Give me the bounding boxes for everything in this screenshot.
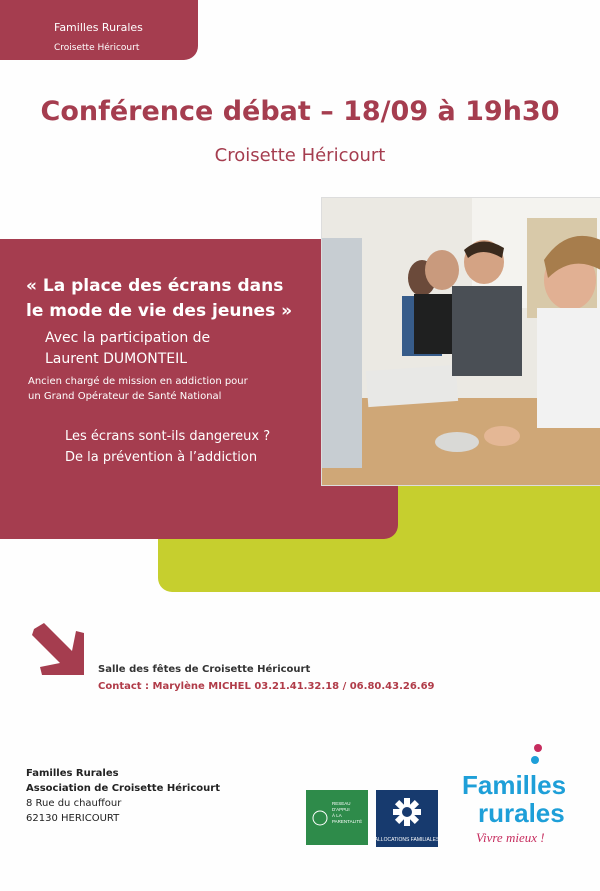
address-city: 62130 HERICOURT	[26, 813, 120, 824]
speaker-role-line2: un Grand Opérateur de Santé National	[28, 391, 222, 402]
participation-line1: Avec la participation de	[45, 330, 211, 346]
fr-word2: rurales	[478, 798, 565, 828]
question-2: De la prévention à l’addiction	[65, 450, 258, 465]
header-tab	[0, 0, 198, 60]
venue: Salle des fêtes de Croisette Héricourt	[98, 664, 311, 675]
students-photo	[321, 197, 600, 486]
address-block	[26, 766, 220, 826]
header-place: Croisette Héricourt	[54, 43, 140, 53]
page-title: Conférence débat – 18/09 à 19h30	[40, 96, 560, 127]
reseau-word2: D'APPUI	[332, 807, 350, 812]
speaker-role-line1: Ancien chargé de mission en addiction pour	[28, 376, 248, 387]
talk-title-line1: « La place des écrans dans	[26, 276, 284, 296]
arrow-icon	[30, 621, 86, 677]
caf-text: ALLOCATIONS FAMILIALES	[376, 837, 438, 843]
header-org: Familles Rurales	[54, 21, 143, 34]
address-association: Association de Croisette Héricourt	[26, 783, 220, 794]
page-subtitle: Croisette Héricourt	[214, 145, 386, 166]
contact: Contact : Marylène MICHEL 03.21.41.32.18 / 06.80.43.26.69	[98, 681, 435, 692]
speaker-name: Laurent DUMONTEIL	[45, 351, 188, 367]
reseau-word4: PARENTALITÉ	[332, 819, 363, 824]
fr-word1: Familles	[462, 770, 567, 800]
familles-rurales-logo	[460, 742, 600, 852]
reseau-word3: À LA	[332, 813, 342, 818]
talk-title	[26, 274, 316, 324]
question-1: Les écrans sont-ils dangereux ?	[65, 429, 271, 444]
talk-title-line2: le mode de vie des jeunes »	[26, 301, 293, 321]
fr-slogan: Vivre mieux !	[476, 830, 545, 845]
address-org: Familles Rurales	[26, 768, 119, 779]
caf-logo	[376, 790, 438, 847]
reseau-word1: RESEAU	[332, 801, 351, 806]
reseau-parentalite-logo	[306, 790, 368, 845]
address-street: 8 Rue du chauffour	[26, 798, 122, 809]
